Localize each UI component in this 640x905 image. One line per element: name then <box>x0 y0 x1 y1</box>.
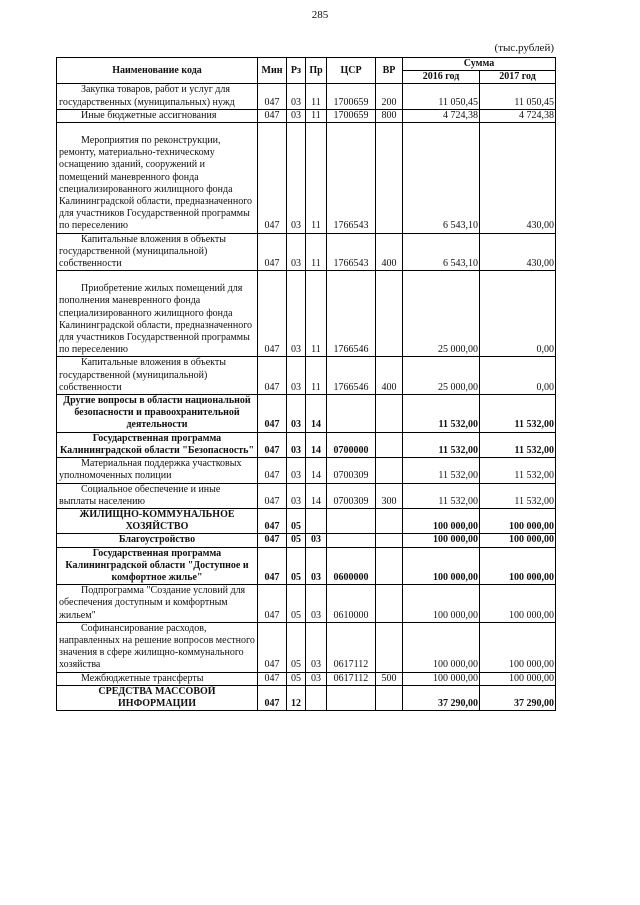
cell-sum-2017: 100 000,00 <box>480 508 556 533</box>
cell-pr: 14 <box>306 483 327 508</box>
header-name: Наименование кода <box>57 58 258 84</box>
cell-pr: 03 <box>306 547 327 585</box>
cell-name: СРЕДСТВА МАССОВОЙ ИНФОРМАЦИИ <box>57 685 258 710</box>
cell-pr: 03 <box>306 585 327 623</box>
cell-min: 047 <box>258 547 287 585</box>
budget-table <box>56 57 556 711</box>
cell-rz: 03 <box>287 458 306 483</box>
cell-sum-2017: 100 000,00 <box>480 585 556 623</box>
cell-sum-2017: 100 000,00 <box>480 534 556 547</box>
cell-min: 047 <box>258 84 287 109</box>
cell-rz: 05 <box>287 508 306 533</box>
table-row <box>57 123 556 234</box>
table-row <box>57 483 556 508</box>
table-row <box>57 233 556 271</box>
cell-min: 047 <box>258 458 287 483</box>
cell-sum-2017: 11 532,00 <box>480 458 556 483</box>
cell-csr <box>327 508 376 533</box>
header-year-2016: 2016 год <box>403 71 480 84</box>
table-body <box>57 84 556 711</box>
cell-csr <box>327 534 376 547</box>
cell-vr: 300 <box>376 483 403 508</box>
cell-min: 047 <box>258 508 287 533</box>
cell-name: Межбюджетные трансферты <box>57 672 258 685</box>
cell-pr: 03 <box>306 622 327 672</box>
cell-sum-2016: 11 532,00 <box>403 395 480 433</box>
cell-pr: 11 <box>306 123 327 234</box>
cell-vr: 200 <box>376 84 403 109</box>
cell-vr <box>376 123 403 234</box>
cell-min: 047 <box>258 672 287 685</box>
cell-vr: 400 <box>376 357 403 395</box>
cell-name: ЖИЛИЩНО-КОММУНАЛЬНОЕ ХОЗЯЙСТВО <box>57 508 258 533</box>
cell-pr: 11 <box>306 357 327 395</box>
cell-min: 047 <box>258 123 287 234</box>
page-number: 285 <box>311 9 329 21</box>
cell-min: 047 <box>258 395 287 433</box>
cell-sum-2016: 6 543,10 <box>403 123 480 234</box>
cell-pr <box>306 508 327 533</box>
cell-sum-2017: 11 532,00 <box>480 432 556 457</box>
cell-csr: 0600000 <box>327 547 376 585</box>
cell-sum-2017: 37 290,00 <box>480 685 556 710</box>
cell-rz: 03 <box>287 357 306 395</box>
header-year-2017: 2017 год <box>480 71 556 84</box>
cell-sum-2017: 11 532,00 <box>480 483 556 508</box>
table-header <box>57 58 556 84</box>
cell-csr: 1700659 <box>327 109 376 122</box>
cell-min: 047 <box>258 271 287 357</box>
cell-sum-2017: 4 724,38 <box>480 109 556 122</box>
cell-name: Государственная программа Калининградской области "Безопасность" <box>57 432 258 457</box>
cell-name: Приобретение жилых помещений для пополнения маневренного фонда специализированного жилищного фонда Калининградской области, предназначенного для участников Государственной программы по переселению <box>57 271 258 357</box>
cell-rz: 05 <box>287 585 306 623</box>
cell-sum-2017: 0,00 <box>480 271 556 357</box>
cell-vr <box>376 271 403 357</box>
cell-pr: 14 <box>306 458 327 483</box>
cell-rz: 05 <box>287 534 306 547</box>
cell-rz: 12 <box>287 685 306 710</box>
header-min: Мин <box>258 58 287 84</box>
cell-vr <box>376 534 403 547</box>
cell-min: 047 <box>258 585 287 623</box>
cell-vr <box>376 395 403 433</box>
cell-rz: 03 <box>287 109 306 122</box>
cell-vr <box>376 585 403 623</box>
cell-csr: 0617112 <box>327 622 376 672</box>
cell-name: Социальное обеспечение и иные выплаты населению <box>57 483 258 508</box>
cell-csr: 1766543 <box>327 233 376 271</box>
cell-pr: 11 <box>306 233 327 271</box>
table-row <box>57 534 556 547</box>
cell-sum-2017: 100 000,00 <box>480 547 556 585</box>
cell-csr: 0700000 <box>327 432 376 457</box>
units-label: (тыс.рублей) <box>494 42 554 54</box>
header-pr: Пр <box>306 58 327 84</box>
cell-sum-2016: 37 290,00 <box>403 685 480 710</box>
cell-vr <box>376 432 403 457</box>
cell-sum-2016: 25 000,00 <box>403 357 480 395</box>
header-rz: Рз <box>287 58 306 84</box>
cell-min: 047 <box>258 233 287 271</box>
cell-sum-2017: 100 000,00 <box>480 622 556 672</box>
cell-sum-2016: 6 543,10 <box>403 233 480 271</box>
table-row <box>57 357 556 395</box>
cell-sum-2016: 11 532,00 <box>403 483 480 508</box>
cell-name: Софинансирование расходов, направленных на решение вопросов местного значения в сфере жилищно-коммунального хозяйства <box>57 622 258 672</box>
header-sum: Сумма <box>403 58 556 71</box>
cell-min: 047 <box>258 357 287 395</box>
cell-name: Другие вопросы в области национальной безопасности и правоохранительной деятельности <box>57 395 258 433</box>
table-row <box>57 458 556 483</box>
cell-csr: 1700659 <box>327 84 376 109</box>
cell-vr <box>376 458 403 483</box>
cell-name: Иные бюджетные ассигнования <box>57 109 258 122</box>
cell-sum-2017: 430,00 <box>480 123 556 234</box>
cell-sum-2016: 100 000,00 <box>403 534 480 547</box>
table-row <box>57 622 556 672</box>
cell-min: 047 <box>258 432 287 457</box>
cell-min: 047 <box>258 534 287 547</box>
cell-min: 047 <box>258 685 287 710</box>
cell-pr: 14 <box>306 432 327 457</box>
cell-sum-2017: 430,00 <box>480 233 556 271</box>
cell-csr: 0610000 <box>327 585 376 623</box>
cell-csr: 0617112 <box>327 672 376 685</box>
table-row <box>57 547 556 585</box>
cell-vr <box>376 685 403 710</box>
cell-sum-2017: 11 532,00 <box>480 395 556 433</box>
cell-name: Капитальные вложения в объекты государственной (муниципальной) собственности <box>57 233 258 271</box>
cell-csr: 0700309 <box>327 458 376 483</box>
cell-name: Государственная программа Калининградской области "Доступное и комфортное жилье" <box>57 547 258 585</box>
cell-vr <box>376 622 403 672</box>
cell-rz: 03 <box>287 84 306 109</box>
cell-sum-2016: 100 000,00 <box>403 622 480 672</box>
cell-sum-2016: 4 724,38 <box>403 109 480 122</box>
cell-pr <box>306 685 327 710</box>
cell-pr: 11 <box>306 271 327 357</box>
cell-name: Капитальные вложения в объекты государственной (муниципальной) собственности <box>57 357 258 395</box>
table-row <box>57 685 556 710</box>
cell-rz: 03 <box>287 233 306 271</box>
table-row <box>57 271 556 357</box>
header-csr: ЦСР <box>327 58 376 84</box>
table-row <box>57 84 556 109</box>
table-row <box>57 432 556 457</box>
cell-sum-2017: 0,00 <box>480 357 556 395</box>
table-row <box>57 395 556 433</box>
cell-csr: 0700309 <box>327 483 376 508</box>
cell-sum-2016: 100 000,00 <box>403 585 480 623</box>
cell-name: Закупка товаров, работ и услуг для государственных (муниципальных) нужд <box>57 84 258 109</box>
cell-sum-2016: 25 000,00 <box>403 271 480 357</box>
cell-sum-2016: 11 532,00 <box>403 458 480 483</box>
cell-csr: 1766543 <box>327 123 376 234</box>
cell-sum-2017: 100 000,00 <box>480 672 556 685</box>
cell-sum-2017: 11 050,45 <box>480 84 556 109</box>
cell-vr: 400 <box>376 233 403 271</box>
table-row <box>57 672 556 685</box>
cell-rz: 03 <box>287 395 306 433</box>
cell-vr: 500 <box>376 672 403 685</box>
cell-name: Мероприятия по реконструкции, ремонту, материально-техническому оснащению зданий, сооружений и помещений маневренного фонда специализированного жилищного фонда Калининградской области, предназначенного для участников Государственной программы по переселению <box>57 123 258 234</box>
table-row <box>57 109 556 122</box>
cell-name: Подпрограмма "Создание условий для обеспечения доступным и комфортным жильем" <box>57 585 258 623</box>
cell-min: 047 <box>258 622 287 672</box>
cell-csr <box>327 685 376 710</box>
cell-name: Благоустройство <box>57 534 258 547</box>
cell-min: 047 <box>258 483 287 508</box>
cell-vr: 800 <box>376 109 403 122</box>
cell-pr: 03 <box>306 534 327 547</box>
cell-sum-2016: 100 000,00 <box>403 672 480 685</box>
cell-sum-2016: 11 532,00 <box>403 432 480 457</box>
cell-pr: 11 <box>306 109 327 122</box>
cell-csr: 1766546 <box>327 357 376 395</box>
cell-rz: 03 <box>287 271 306 357</box>
cell-vr <box>376 547 403 585</box>
cell-pr: 03 <box>306 672 327 685</box>
cell-rz: 05 <box>287 672 306 685</box>
cell-rz: 03 <box>287 123 306 234</box>
cell-name: Материальная поддержка участковых уполномоченных полиции <box>57 458 258 483</box>
cell-sum-2016: 100 000,00 <box>403 508 480 533</box>
cell-csr <box>327 395 376 433</box>
cell-sum-2016: 100 000,00 <box>403 547 480 585</box>
table-row <box>57 508 556 533</box>
cell-rz: 03 <box>287 483 306 508</box>
header-vr: ВР <box>376 58 403 84</box>
cell-pr: 11 <box>306 84 327 109</box>
table-row <box>57 585 556 623</box>
cell-min: 047 <box>258 109 287 122</box>
cell-sum-2016: 11 050,45 <box>403 84 480 109</box>
cell-pr: 14 <box>306 395 327 433</box>
cell-rz: 05 <box>287 547 306 585</box>
cell-vr <box>376 508 403 533</box>
cell-rz: 05 <box>287 622 306 672</box>
cell-csr: 1766546 <box>327 271 376 357</box>
cell-rz: 03 <box>287 432 306 457</box>
